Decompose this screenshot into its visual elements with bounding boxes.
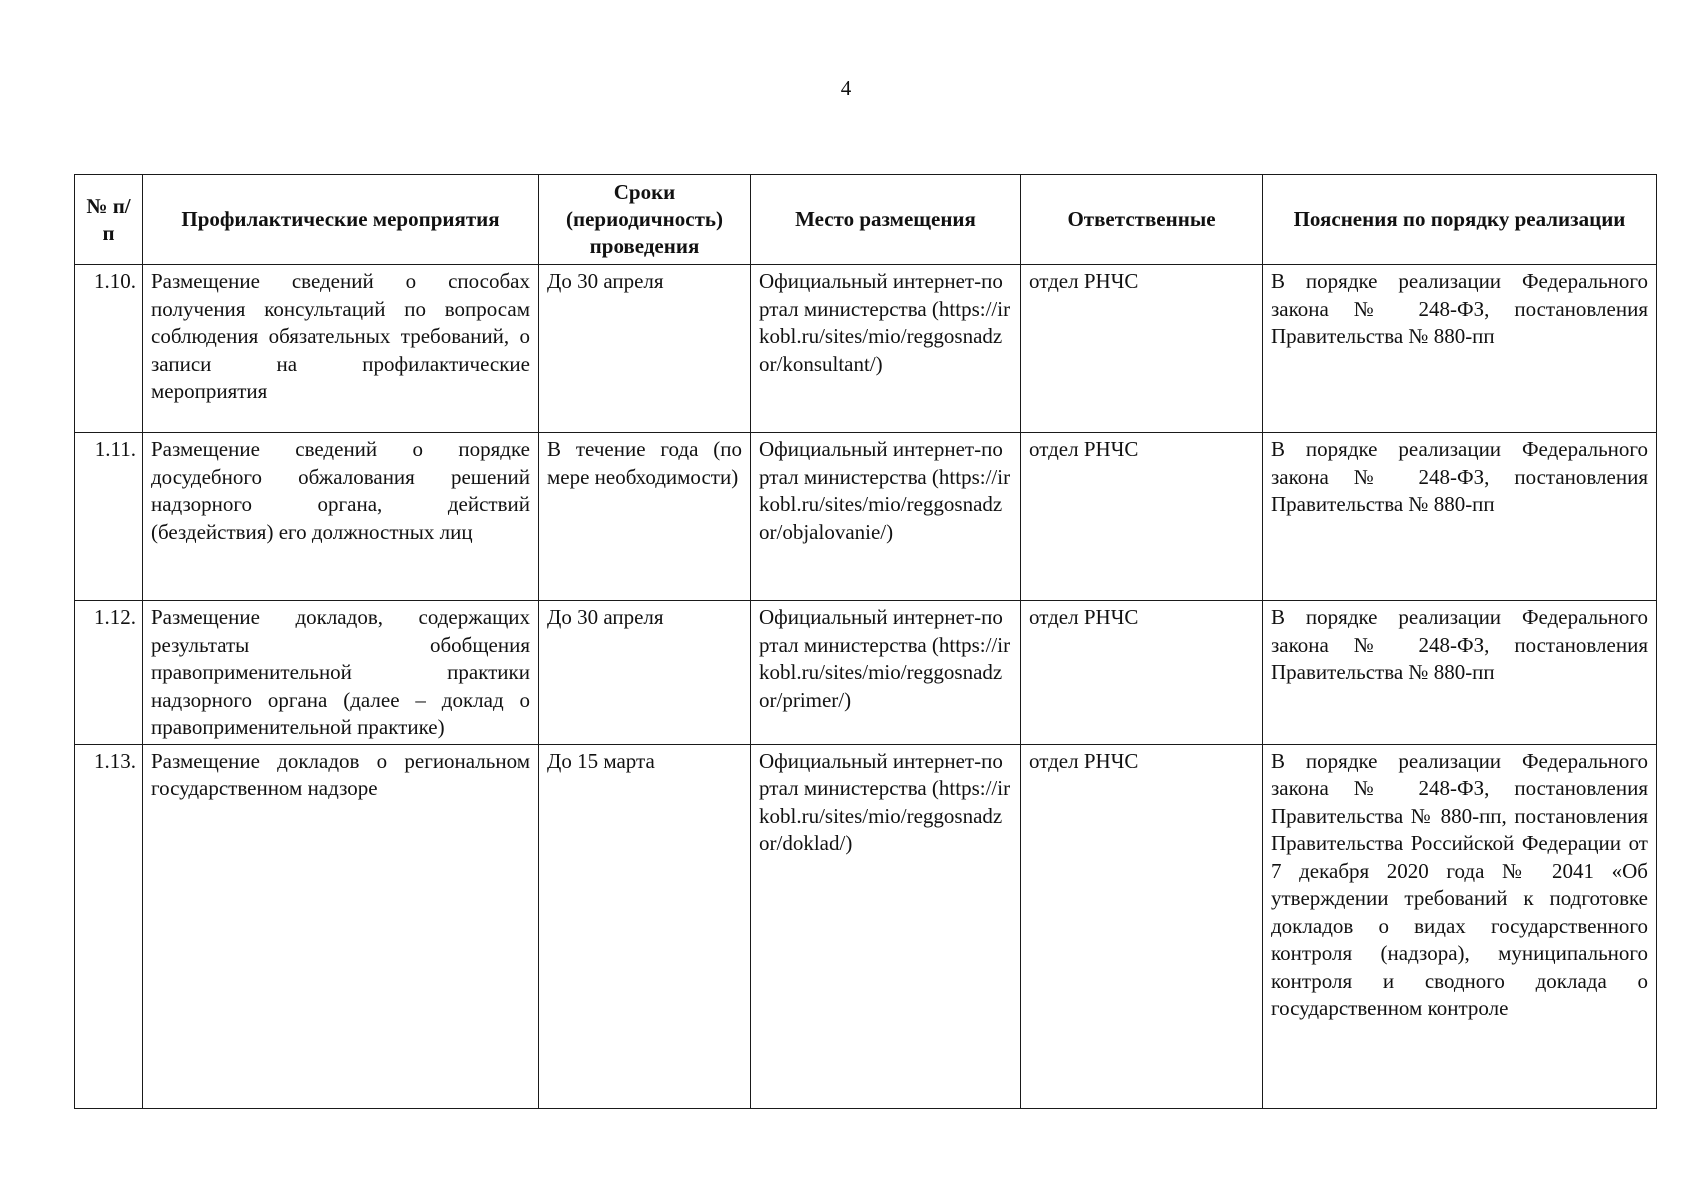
row-number: 1.12. (75, 601, 143, 745)
row-place: Официальный интернет-портал министерства (https://irkobl.ru/sites/mio/reggosnadzor/doklad/) (751, 744, 1021, 1108)
row-activity: Размещение докладов о региональном государственном надзоре (143, 744, 539, 1108)
row-place: Официальный интернет-портал министерства (https://irkobl.ru/sites/mio/reggosnadzor/primer/) (751, 601, 1021, 745)
row-period: В течение года (по мере необходимости) (539, 433, 751, 601)
header-activity: Профилактические мероприятия (143, 175, 539, 265)
row-number: 1.11. (75, 433, 143, 601)
table-header-row (75, 175, 1657, 265)
row-responsible: отдел РНЧС (1021, 601, 1263, 745)
header-period: Сроки (периодичность) проведения (539, 175, 751, 265)
table-row (75, 265, 1657, 433)
prevention-measures-table (74, 174, 1657, 1109)
row-responsible: отдел РНЧС (1021, 744, 1263, 1108)
header-notes: Пояснения по порядку реализации (1263, 175, 1657, 265)
row-notes: В порядке реализации Федерального закона № 248-ФЗ, постановления Правительства № 880-пп, постановления Правительства Российской Федерации от 7 декабря 2020 года № 2041 «Об утверждении требований к подготовке докладов о видах государственного контроля (надзора), муниципального контроля и сводного доклада о государственном контроле (1263, 744, 1657, 1108)
row-period: До 15 марта (539, 744, 751, 1108)
row-period: До 30 апреля (539, 265, 751, 433)
row-responsible: отдел РНЧС (1021, 265, 1263, 433)
row-responsible: отдел РНЧС (1021, 433, 1263, 601)
row-activity: Размещение сведений о порядке досудебного обжалования решений надзорного органа, действий (бездействия) его должностных лиц (143, 433, 539, 601)
row-place: Официальный интернет-портал министерства (https://irkobl.ru/sites/mio/reggosnadzor/objalovanie/) (751, 433, 1021, 601)
page-number: 4 (840, 76, 852, 100)
row-notes: В порядке реализации Федерального закона № 248-ФЗ, постановления Правительства № 880-пп (1263, 265, 1657, 433)
row-activity: Размещение сведений о способах получения консультаций по вопросам соблюдения обязательных требований, о записи на профилактические мероприятия (143, 265, 539, 433)
header-place: Место размещения (751, 175, 1021, 265)
row-notes: В порядке реализации Федерального закона № 248-ФЗ, постановления Правительства № 880-пп (1263, 601, 1657, 745)
row-activity: Размещение докладов, содержащих результаты обобщения правоприменительной практики надзорного органа (далее – доклад о правоприменительной практике) (143, 601, 539, 745)
row-notes: В порядке реализации Федерального закона № 248-ФЗ, постановления Правительства № 880-пп (1263, 433, 1657, 601)
table-row (75, 433, 1657, 601)
row-place: Официальный интернет-портал министерства (https://irkobl.ru/sites/mio/reggosnadzor/konsultant/) (751, 265, 1021, 433)
table-row (75, 601, 1657, 745)
row-number: 1.13. (75, 744, 143, 1108)
header-responsible: Ответственные (1021, 175, 1263, 265)
header-number: № п/п (75, 175, 143, 265)
row-period: До 30 апреля (539, 601, 751, 745)
table-row (75, 744, 1657, 1108)
row-number: 1.10. (75, 265, 143, 433)
